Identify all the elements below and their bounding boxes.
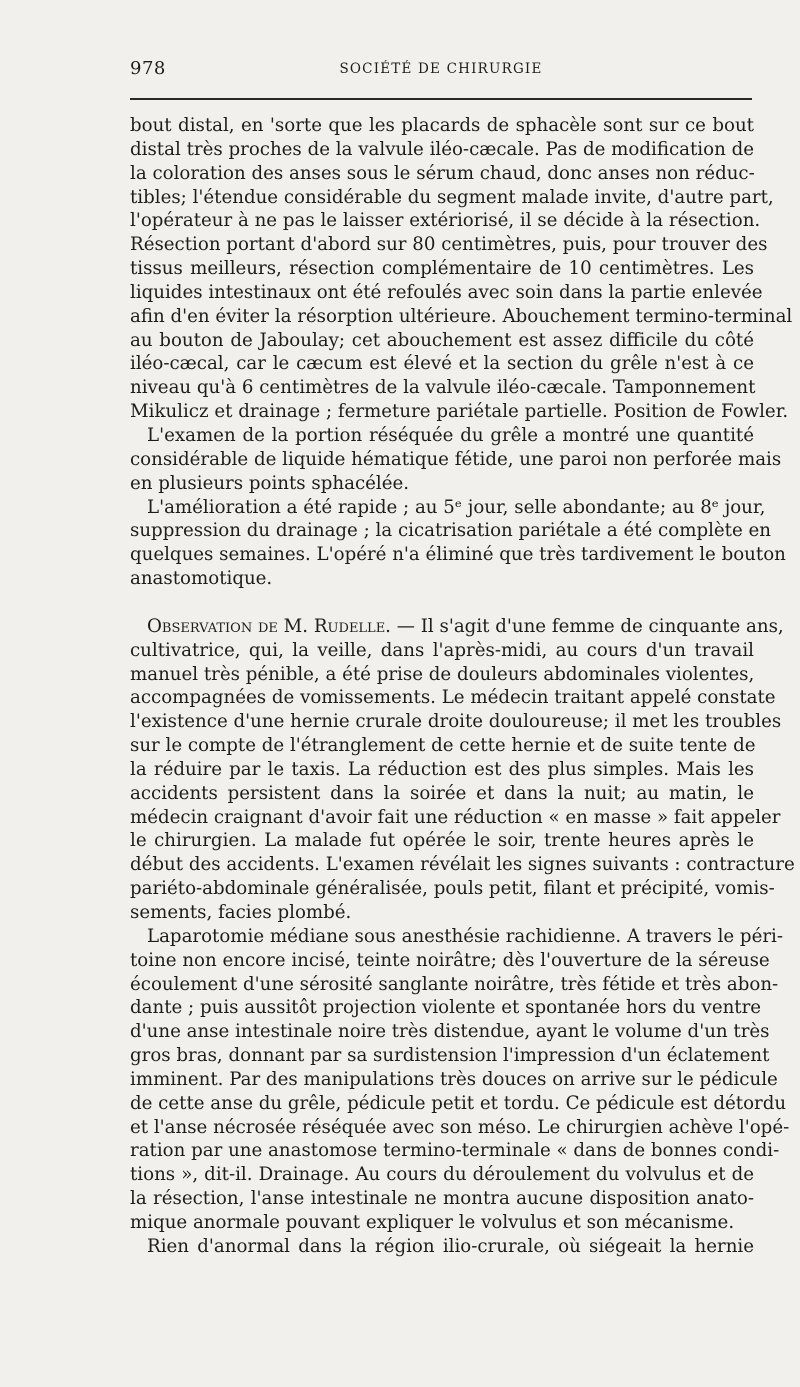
text-line: Laparotomie médiane sous anesthésie rachidienne. A travers le péri-: [147, 925, 783, 947]
header-rule: [130, 98, 752, 100]
text-line: l'existence d'une hernie crurale droite douloureuse; il met les troubles: [130, 711, 782, 733]
text-line: médecin craignant d'avoir fait une réduction « en masse » fait appeler: [130, 806, 781, 828]
text-line: Résection portant d'abord sur 80 centimètres, puis, pour trouver des: [130, 234, 768, 256]
text-line: cultivatrice, qui, la veille, dans l'après-midi, au cours d'un travail: [130, 639, 754, 661]
text-line: tissus meilleurs, résection complémentaire de 10 centimètres. Les: [130, 258, 754, 280]
text-line: gros bras, donnant par sa surdistension l'impression d'un éclatement: [130, 1045, 770, 1067]
text-line: pariéto-abdominale généralisée, pouls petit, filant et précipité, vomis-: [130, 878, 775, 900]
text-line: d'une anse intestinale noire très distendue, ayant le volume d'un très: [130, 1021, 770, 1043]
text-line: [130, 615, 784, 639]
observation-intro: — Il s'agit d'une femme de cinquante ans,: [390, 615, 784, 637]
running-title: SOCIÉTÉ DE CHIRURGIE: [339, 61, 543, 77]
section-gap: [130, 591, 754, 615]
paragraph: [130, 424, 782, 496]
text-line: et l'anse nécrosée réséquée avec son méso. Le chirurgien achève l'opé-: [130, 1116, 790, 1138]
text-line: distal très proches de la valvule iléo-cæcale. Pas de modification de: [130, 138, 754, 160]
paragraph: [130, 925, 790, 1235]
text-line: manuel très pénible, a été prise de douleurs abdominales violentes,: [130, 663, 755, 685]
text-line: en plusieurs points sphacélée.: [130, 472, 410, 494]
text-line: afin d'en éviter la résorption ultérieure. Abouchement termino-terminal: [130, 305, 793, 327]
text-line: sements, facies plombé.: [130, 902, 352, 923]
observation-heading: Observation de M. Rudelle.: [147, 615, 391, 637]
paragraph: [130, 1235, 754, 1259]
text-line: la coloration des anses sous le sérum chaud, donc anses non réduc-: [130, 162, 755, 184]
text-line: anastomotique.: [130, 568, 273, 590]
text-line: la résection, l'anse intestinale ne montra aucune disposition anato-: [130, 1188, 754, 1210]
text-line: mique anormale pouvant expliquer le volvulus et son mécanisme.: [130, 1211, 735, 1233]
text-line: bout distal, en 'sorte que les placards de sphacèle sont sur ce bout: [130, 115, 754, 136]
text-line: ration par une anastomose termino-terminale « dans de bonnes condi-: [130, 1140, 780, 1162]
text-line: au bouton de Jaboulay; cet abouchement est assez difficile du côté: [130, 329, 754, 351]
text-line: toine non encore incisé, teinte noirâtre; dès l'ouverture de la séreuse: [130, 949, 770, 971]
text-line: L'examen de la portion réséquée du grêle a montré une quantité: [147, 424, 754, 446]
text-line: Mikulicz et drainage ; fermeture pariétale partielle. Position de Fowler.: [130, 401, 789, 423]
text-line: sur le compte de l'étranglement de cette hernie et de suite tente de: [130, 735, 756, 757]
text-line: imminent. Par des manipulations très douces on arrive sur le pédicule: [130, 1068, 778, 1090]
paragraph: [130, 496, 786, 591]
text-line: accidents persistent dans la soirée et dans la nuit; au matin, le: [130, 782, 754, 804]
text-line: tions », dit-il. Drainage. Au cours du déroulement du volvulus et de: [130, 1164, 754, 1186]
text-line: iléo-cæcal, car le cæcum est élevé et la section du grêle n'est à ce: [130, 353, 754, 375]
page-header: [130, 58, 752, 86]
text-line: Rien d'anormal dans la région ilio-crurale, où siégeait la hernie: [147, 1235, 754, 1257]
text-line: niveau qu'à 6 centimètres de la valvule iléo-cæcale. Tamponnement: [130, 377, 756, 399]
body-text: [130, 114, 795, 1259]
text-line: L'amélioration a été rapide ; au 5ᵉ jour, selle abondante; au 8ᵉ jour,: [147, 496, 766, 518]
text-line: dante ; puis aussitôt projection violente et spontanée hors du ventre: [130, 997, 762, 1019]
text-line: liquides intestinaux ont été refoulés avec soin dans la partie enlevée: [130, 281, 763, 303]
text-line: suppression du drainage ; la cicatrisation pariétale a été complète en: [130, 520, 771, 542]
text-line: considérable de liquide hématique fétide, une paroi non perforée mais: [130, 448, 782, 470]
text-line: tibles; l'étendue considérable du segment malade invite, d'autre part,: [130, 186, 774, 208]
text-line: de cette anse du grêle, pédicule petit et tordu. Ce pédicule est détordu: [130, 1092, 787, 1114]
text-line: quelques semaines. L'opéré n'a éliminé que très tardivement le bouton: [130, 544, 786, 566]
observation-paragraph: [130, 615, 795, 925]
text-line: accompagnées de vomissements. Le médecin traitant appelé constate: [130, 687, 776, 709]
text-line: écoulement d'une sérosité sanglante noirâtre, très fétide et très abon-: [130, 973, 779, 995]
text-line: la réduire par le taxis. La réduction est des plus simples. Mais les: [130, 758, 754, 780]
text-line: le chirurgien. La malade fut opérée le soir, trente heures après le: [130, 830, 754, 852]
paragraph: [130, 114, 793, 424]
page-number: 978: [130, 58, 166, 79]
text-line: l'opérateur à ne pas le laisser extériorisé, il se décide à la résection.: [130, 210, 761, 232]
text-line: début des accidents. L'examen révélait les signes suivants : contracture: [130, 854, 795, 876]
